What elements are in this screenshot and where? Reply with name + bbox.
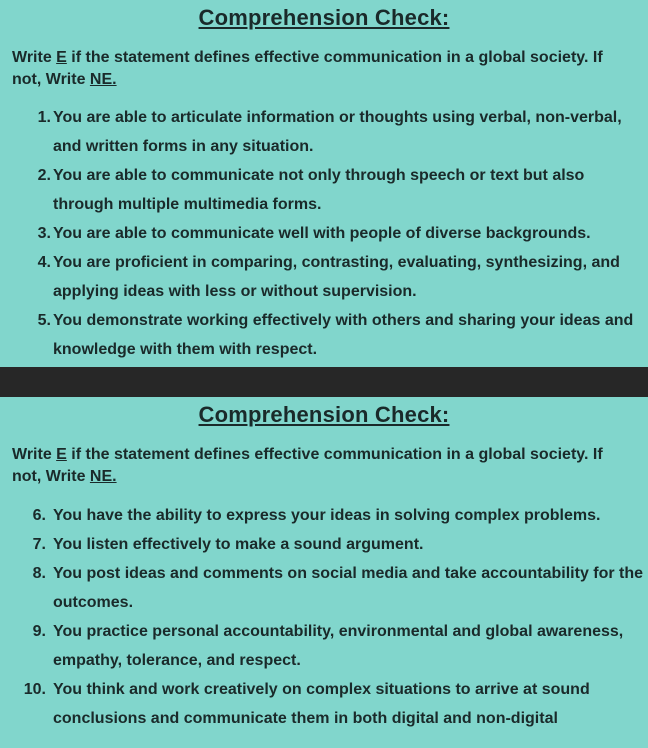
item-text: You are proficient in comparing, contrasting, evaluating, synthesizing, and applying ideas with less or without supervision.	[53, 254, 620, 300]
item-text: You listen effectively to make a sound argument.	[53, 536, 424, 553]
answer-code-ne: NE.	[89, 71, 117, 88]
answer-code-e: E	[56, 446, 67, 463]
slide-2	[0, 397, 648, 748]
statement-item	[0, 501, 648, 530]
answer-code-e: E	[56, 49, 67, 66]
statement-item	[0, 559, 648, 617]
slide-title: Comprehension Check:	[198, 402, 450, 427]
item-number: 4.	[37, 254, 51, 271]
item-text: You post ideas and comments on social media and take accountability for the outcomes.	[53, 565, 644, 611]
statement-item	[0, 161, 648, 219]
instructions	[12, 444, 632, 488]
slide-1	[0, 0, 648, 367]
slide-divider	[0, 367, 648, 397]
item-number: 5.	[37, 312, 51, 329]
item-number: 2.	[37, 167, 51, 184]
item-number: 10.	[23, 681, 46, 698]
item-number: 1.	[37, 109, 51, 126]
statement-item	[0, 530, 648, 559]
instructions-text: Write	[12, 446, 57, 463]
item-number: 3.	[37, 225, 51, 242]
statement-item	[0, 617, 648, 675]
item-number: 9.	[32, 623, 46, 640]
slide-title: Comprehension Check:	[198, 5, 450, 30]
item-text: You think and work creatively on complex situations to arrive at sound conclusions and communicate them in both digital and non-digital	[53, 681, 590, 727]
item-text: You have the ability to express your ideas in solving complex problems.	[53, 507, 601, 524]
item-number: 7.	[32, 536, 46, 553]
statement-item	[0, 306, 648, 364]
statement-item	[0, 248, 648, 306]
item-text: You are able to communicate well with people of diverse backgrounds.	[53, 225, 591, 242]
instructions-text: if the statement defines effective communication in a global society. If not, Write	[12, 49, 603, 88]
statement-item	[0, 675, 648, 733]
answer-code-ne: NE.	[89, 468, 117, 485]
item-text: You practice personal accountability, environmental and global awareness, empathy, tolerance, and respect.	[53, 623, 624, 669]
item-text: You are able to communicate not only through speech or text but also through multiple multimedia forms.	[53, 167, 585, 213]
statement-list	[0, 103, 648, 364]
item-number: 8.	[32, 565, 46, 582]
statement-item	[0, 103, 648, 161]
item-text: You demonstrate working effectively with others and sharing your ideas and knowledge with them with respect.	[53, 312, 634, 358]
item-number: 6.	[32, 507, 46, 524]
item-text: You are able to articulate information or thoughts using verbal, non-verbal, and written forms in any situation.	[53, 109, 622, 155]
instructions-text: Write	[12, 49, 57, 66]
statement-list	[0, 501, 648, 733]
instructions	[12, 47, 632, 91]
instructions-text: if the statement defines effective communication in a global society. If not, Write	[12, 446, 603, 485]
statement-item	[0, 219, 648, 248]
